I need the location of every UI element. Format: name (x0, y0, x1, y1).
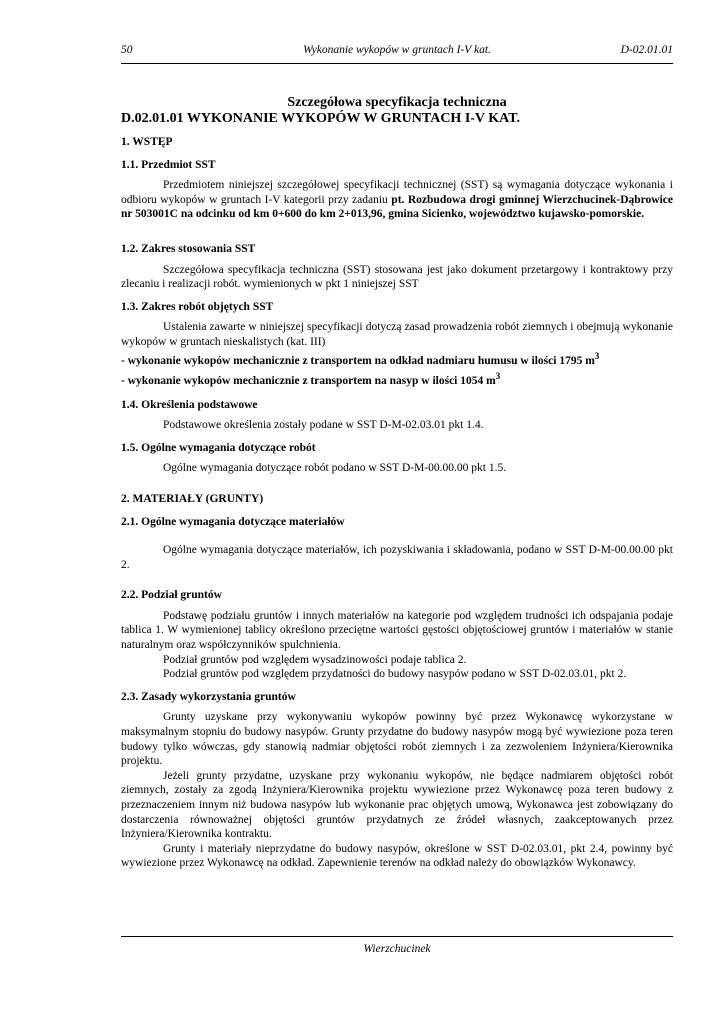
subsection-heading-2-2: 2.2. Podział gruntów (121, 589, 222, 602)
superscript: 3 (594, 350, 600, 361)
document-body (121, 95, 673, 871)
running-header (121, 42, 673, 58)
subsection-heading-1-5: 1.5. Ogólne wymagania dotyczące robót (121, 441, 316, 454)
running-footer: Wierzchucinek (363, 943, 431, 955)
header-rule (121, 63, 673, 64)
paragraph-2-2-2: Podział gruntów pod względem wysadzinowości podaje tablica 2. (163, 653, 467, 666)
subsection-heading-1-1: 1.1. Przedmiot SST (121, 158, 216, 171)
subsection-heading-1-4: 1.4. Określenia podstawowe (121, 398, 258, 411)
subsection-heading-1-3: 1.3. Zakres robót objętych SST (121, 300, 274, 313)
section-heading-1: 1. WSTĘP (121, 136, 173, 148)
paragraph-1-1 (121, 178, 673, 222)
paragraph-1-2: Szczegółowa specyfikacja techniczna (SST) stosowana jest jako dokument przetargowy i kontraktowy przy zlecaniu i realizacji robót. wymienionych w pkt 1 niniejszej SST (121, 263, 673, 291)
paragraph-1-4: Podstawowe określenia zostały podane w SST D-M-02.03.01 pkt 1.4. (163, 419, 484, 432)
paragraph-1-1-lead: Przedmiotem niniejszej szczegółowej specyfikacji technicznej (SST) są wymagania dotyczące wykonania i odbioru wykopów w gruntach I-V kategorii przy zadaniu (121, 179, 673, 206)
scope-item-1 (121, 352, 673, 370)
scope-item-2 (121, 372, 673, 390)
paragraph-1-5: Ogólne wymagania dotyczące robót podano w SST D-M-00.00.00 pkt 1.5. (163, 462, 507, 475)
subsection-heading-2-1: 2.1. Ogólne wymagania dotyczące materiałów (121, 515, 345, 528)
subsection-heading-2-3: 2.3. Zasady wykorzystania gruntów (121, 690, 296, 703)
paragraph-2-3-3: Grunty i materiały nieprzydatne do budowy nasypów, określone w SST D-02.03.01, pkt 2.4, powinny być wywiezione przez Wykonawcę na odkład. Zapewnienie terenów na odkład należy do obowiązków Wykonawcy. (121, 842, 673, 870)
section-heading-2: 2. MATERIAŁY (GRUNTY) (121, 492, 264, 505)
header-code: D-02.01.01 (620, 44, 673, 56)
spec-title: Szczegółowa specyfikacja techniczna (287, 95, 507, 110)
paragraph-1-1-project: pt. Rozbudowa drogi gminnej Wierzchucinek-Dąbrowice nr 503001C na odcinku od km 0+600 do km 2+013,96, gmina Sicienko, województwo kujawsko-pomorskie. (121, 193, 674, 221)
paragraph-2-2-3: Podział gruntów pod względem przydatności do budowy nasypów podano w SST D-02.03.01, pkt 2. (163, 668, 627, 681)
scope-item-1-text: - wykonanie wykopów mechanicznie z transportem na odkład nadmiaru humusu w ilości 1795 m (121, 354, 595, 367)
subsection-heading-1-2: 1.2. Zakres stosowania SST (121, 242, 256, 255)
paragraph-1-3: Ustalenia zawarte w niniejszej specyfikacji dotyczą zasad prowadzenia robót ziemnych i obejmują wykonanie wykopów w gruntach nieskalistych (kat. III) (121, 321, 673, 348)
scope-item-2-text: - wykonanie wykopów mechanicznie z transportem na nasyp w ilości 1054 m (121, 374, 496, 387)
header-title: Wykonanie wykopów w gruntach I-V kat. (303, 44, 491, 56)
paragraph-2-3-2: Jeżeli grunty przydatne, uzyskane przy wykonaniu wykopów, nie będące nadmiarem objętości robót ziemnych, zostały za zgodą Inżyniera/Kierownika projektu wywiezione przez Wykonawcę poza teren budowy z przeznaczeniem innym niż budowa nasypów lub wykonanie prac objętych umową, Wykonawca jest zobowiązany do dostarczenia równoważnej objętości gruntów przydatnych ze źródeł własnych, zaakceptowanych przez Inżyniera/Kierownika kontraktu. (121, 769, 673, 841)
spec-subtitle: D.02.01.01 WYKONANIE WYKOPÓW W GRUNTACH I-V KAT. (121, 111, 521, 126)
footer-rule (121, 936, 673, 937)
paragraph-2-3-1: Grunty uzyskane przy wykonywaniu wykopów powinny być przez Wykonawcę wykorzystane w maksymalnym stopniu do budowy nasypów. Grunty przydatne do budowy nasypów mogą być wywiezione poza teren budowy tylko wówczas, gdy stanowią nadmiar objętości robót ziemnych i za zezwoleniem Inżyniera/Kierownika projektu. (121, 711, 673, 768)
paragraph-2-1: Ogólne wymagania dotyczące materiałów, ich pozyskiwania i składowania, podano w SST D-M-00.00.00 pkt 2. (121, 544, 673, 571)
paragraph-2-2-1: Podstawę podziału gruntów i innych materiałów na kategorie pod względem trudności ich odspajania podaje tablica 1. W wymienionej tablicy określono przeciętne wartości gęstości objętościowej gruntów i materiałów w stanie naturalnym oraz współczynników spulchnienia. (121, 609, 673, 652)
superscript: 3 (495, 370, 501, 381)
page-number: 50 (121, 44, 133, 56)
